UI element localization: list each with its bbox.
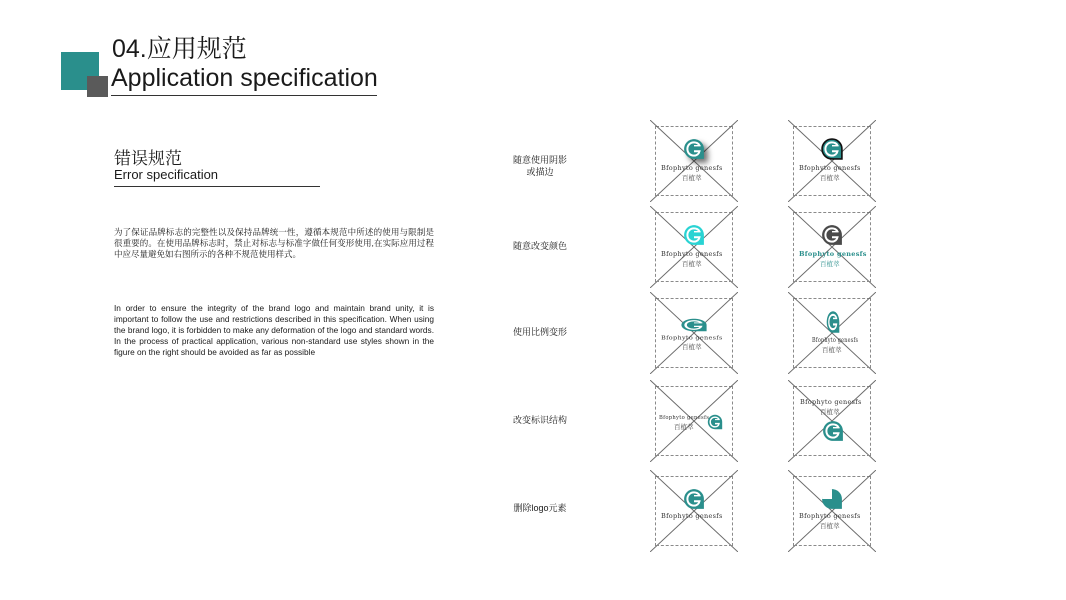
cross-out-icon	[788, 120, 876, 202]
row-label-shadow: 随意使用阴影 或描边	[512, 155, 567, 177]
page-title-en: Application specification	[111, 64, 378, 92]
brand-name-en: Bfophyto genesfs	[799, 164, 861, 172]
brand-name-cn: 百植萃	[682, 260, 702, 268]
brand-name-en: Bfophyto genesfs	[661, 164, 723, 172]
example-stretch-horizontal	[655, 298, 733, 368]
brand-logo-icon	[821, 488, 843, 510]
brand-name-en: Bfophyto genesfs	[661, 512, 723, 520]
description-cn: 为了保证品牌标志的完整性以及保持品牌统一性，遵循本规范中所述的使用与限制是很重要的。在使用品牌标志时，禁止对标志与标准字做任何变形使用,在实际应用过程中应尽量避免如右图所示的各种不规范使用样式。	[114, 227, 434, 259]
cross-out-icon	[650, 470, 738, 552]
brand-name-cn: 百植萃	[820, 522, 840, 530]
brand-logo-icon	[680, 318, 708, 332]
example-structure-inverted	[793, 386, 871, 456]
brand-logo-icon	[707, 414, 723, 430]
brand-name-en: Bfophyto genesfs	[812, 336, 859, 344]
example-color-cyan	[655, 212, 733, 282]
row-label-proportion: 使用比例变形	[512, 327, 567, 337]
description-en: In order to ensure the integrity of the brand logo and maintain brand unity, it is important to follow the use and restrictions described in this specification. When using the brand logo, it is forbidden to make any deformation of the logo and standard words. In the process of practical application, various non-standard use styles shown in the figure on the right should be avoided as far as possible	[114, 303, 434, 357]
cross-out-icon	[650, 206, 738, 288]
section-title-cn: 错误规范	[114, 149, 182, 168]
example-structure-side	[655, 386, 733, 456]
brand-name-en: Bfophyto genesfs	[800, 398, 862, 406]
brand-name-en: Bfophyto genesfs	[799, 512, 861, 520]
brand-name-cn: 百植萃	[822, 346, 842, 354]
brand-name-en: Bfophyto genesfs	[661, 250, 723, 258]
title-underline	[111, 95, 377, 96]
decorative-gray-square	[87, 76, 108, 97]
brand-logo-icon	[683, 138, 705, 160]
cross-out-icon	[650, 120, 738, 202]
brand-name-cn: 百植萃	[820, 408, 840, 416]
brand-name-cn: 百植萃	[820, 174, 840, 182]
example-stroke	[793, 126, 871, 196]
section-underline	[114, 186, 320, 187]
example-remove-element-2	[793, 476, 871, 546]
cross-out-icon	[650, 292, 738, 374]
row-label-remove-element: 删除logo元素	[513, 503, 567, 513]
example-color-swap	[793, 212, 871, 282]
brand-name-en: Bfophyto genesfs	[799, 250, 867, 258]
brand-logo-icon	[821, 138, 843, 160]
brand-name-cn: 百植萃	[682, 174, 702, 182]
brand-name-cn: 百植萃	[682, 343, 702, 351]
brand-name-cn: 百植萃	[674, 423, 694, 431]
example-remove-element-1	[655, 476, 733, 546]
cross-out-icon	[788, 206, 876, 288]
cross-out-icon	[788, 470, 876, 552]
row-label-color: 随意改变颜色	[512, 241, 567, 251]
brand-logo-icon	[683, 224, 705, 246]
section-title-en: Error specification	[114, 167, 219, 182]
brand-logo-icon	[683, 488, 705, 510]
row-label-structure: 改变标识结构	[512, 415, 567, 425]
brand-name-en: Bfophyto genesfs	[661, 334, 723, 342]
brand-logo-icon	[826, 310, 840, 334]
brand-logo-icon	[821, 224, 843, 246]
brand-name-cn: 百植萃	[820, 260, 840, 268]
example-shadow	[655, 126, 733, 196]
page-title-cn: 04.应用规范	[112, 35, 247, 63]
brand-logo-icon	[822, 420, 844, 442]
example-stretch-vertical	[793, 298, 871, 368]
brand-name-en: Bfophyto genesfs	[659, 415, 710, 421]
